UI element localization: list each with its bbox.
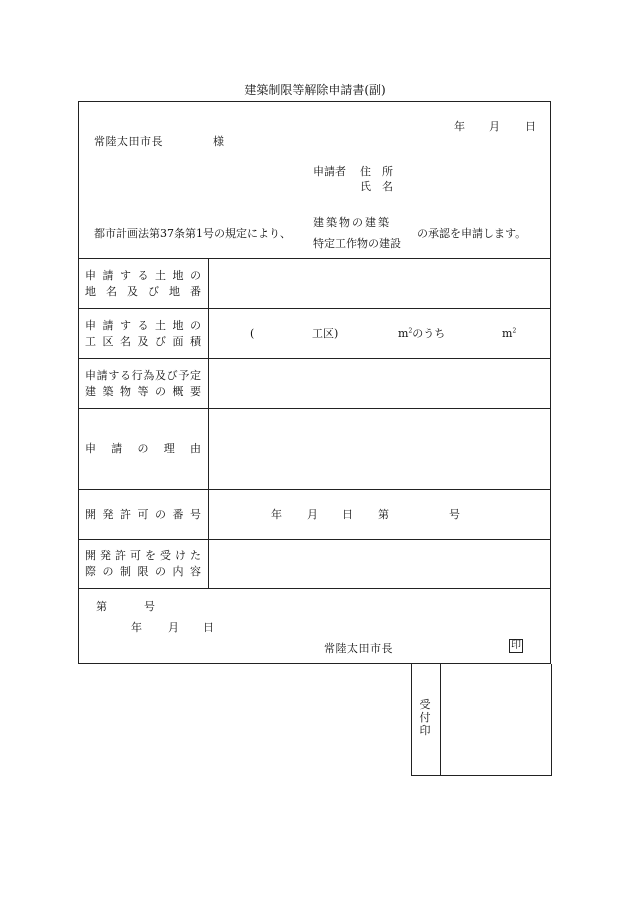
seal-mark: 印 <box>511 640 521 651</box>
applicant-label: 申請者 <box>313 165 346 178</box>
label-column-divider <box>208 258 209 588</box>
application-form <box>78 101 551 664</box>
permit-dai: 第 <box>378 508 389 521</box>
area-of-which: $m^2$のうち <box>398 327 446 340</box>
footer-dai: 第 <box>96 600 107 613</box>
paren-open: ( <box>250 327 255 340</box>
name-label: 氏 名 <box>360 180 393 193</box>
row-reason-label: 申請の理由 <box>85 442 201 455</box>
permit-year: 年 <box>271 508 282 521</box>
divider <box>79 588 550 589</box>
option-structure: 特定工作物の建設 <box>313 237 401 250</box>
reception-stamp-box <box>411 664 552 776</box>
basis-text: 都市計画法第37条第1号の規定により、 <box>94 227 291 240</box>
section-label: 工区) <box>312 327 339 340</box>
area-unit: $m^2$ <box>502 327 517 340</box>
row-section-area-label: 申請する土地の 工区名及び面積 <box>85 319 201 348</box>
footer-month: 月 <box>168 621 179 634</box>
divider <box>79 539 550 540</box>
addressee: 常陸太田市長 <box>94 135 163 148</box>
footer-gou: 号 <box>144 600 155 613</box>
header-date-year: 年 <box>454 120 465 133</box>
footer-day: 日 <box>203 621 214 634</box>
permit-gou: 号 <box>449 508 460 521</box>
footer-issuer: 常陸太田市長 <box>324 642 393 655</box>
row-land-location-label: 申請する土地の 地名及び地番 <box>85 269 201 298</box>
divider <box>79 408 550 409</box>
divider <box>79 489 550 490</box>
divider <box>79 308 550 309</box>
option-building: 建築物の建築 <box>313 216 391 229</box>
permit-month: 月 <box>307 508 318 521</box>
row-activity-overview-label: 申請する行為及び予定 建築物等の概要 <box>85 369 201 398</box>
row-permit-restrictions-label: 開発許可を受けた 際の制限の内容 <box>85 549 201 578</box>
header-date-day: 日 <box>525 120 536 133</box>
row-permit-number-label: 開発許可の番号 <box>85 508 201 521</box>
address-label: 住 所 <box>360 165 393 178</box>
form-title: 建築制限等解除申請書(副) <box>244 83 386 97</box>
permit-day: 日 <box>342 508 353 521</box>
footer-year: 年 <box>131 621 142 634</box>
reception-stamp-label: 受付印 <box>419 698 431 737</box>
divider <box>79 258 550 259</box>
divider <box>79 358 550 359</box>
stamp-divider <box>440 664 441 775</box>
honorific: 様 <box>213 135 224 148</box>
request-text: の承認を申請します。 <box>417 227 527 240</box>
header-date-month: 月 <box>489 120 500 133</box>
